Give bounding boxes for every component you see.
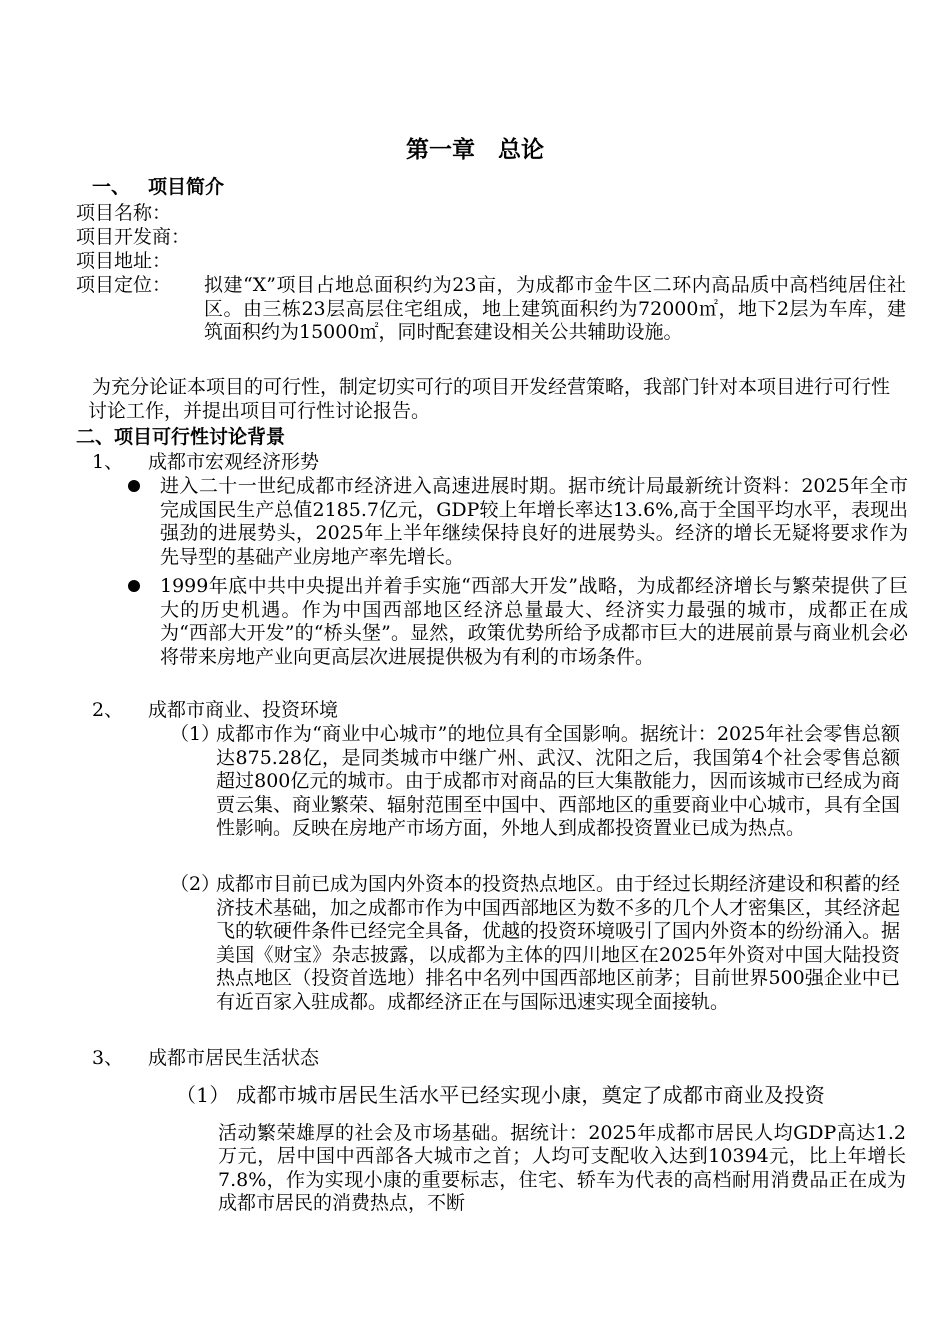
sub-point-first-line — [176, 1084, 906, 1108]
chapter-title: 第一章 总论 — [406, 136, 544, 163]
bullet-dot-icon — [128, 480, 140, 492]
sub-point-continuation: 活动繁荣雄厚的社会及市场基础。据统计：2025年成都市居民人均GDP高达1.2万元，居中国中西部各大城市之首；人均可支配收入达到10394元，比上年增长7.8%，作为实现小康的重要标志，住宅、轿车为代表的高档耐用消费品正在成为成都市居民的消费热点，不断 — [218, 1121, 906, 1214]
section-title: 项目简介 — [148, 176, 225, 198]
positioning-label: 项目定位： — [76, 274, 172, 296]
project-address-field: 项目地址： — [76, 250, 172, 272]
sub-point-label: （1） — [176, 1083, 230, 1107]
sub-point — [170, 723, 900, 841]
intro-paragraph: 为充分论证本项目的可行性，制定切实可行的项目开发经营策略，我部门针对本项目进行可行性讨论工作，并提出项目可行性讨论报告。 — [88, 376, 891, 422]
item-title: 成都市宏观经济形势 — [148, 451, 320, 473]
item-2-heading — [92, 699, 338, 723]
bullet-item — [128, 575, 908, 669]
item-number: 3、 — [92, 1047, 124, 1069]
sub-point-text: 成都市城市居民生活水平已经实现小康，奠定了成都市商业及投资 — [236, 1083, 825, 1107]
section-number: 一、 — [92, 176, 131, 198]
item-title: 成都市商业、投资环境 — [148, 699, 339, 721]
sub-point-text: 成都市作为“商业中心城市”的地位具有全国影响。据统计：2025年社会零售总额达875.28亿，是同类城市中继广州、武汉、沈阳之后，我国第4个社会零售总额超过800亿元的城市。由于成都市对商品的巨大集散能力，因而该城市已经成为商贾云集、商业繁荣、辐射范围至中国中、西部地区的重要商业中心城市，具有全国性影响。反映在房地产市场方面，外地人到成都投资置业已成为热点。 — [216, 723, 901, 839]
sub-point — [170, 873, 900, 1014]
sub-point-text: 成都市目前已成为国内外资本的投资热点地区。由于经过长期经济建设和积蓄的经济技术基础，加之成都市作为中国西部地区为数不多的几个人才密集区，其经济起飞的软硬件条件已经完全具备，优越的投资环境吸引了国内外资本的纷纷涌入。据美国《财宝》杂志披露，以成都为主体的四川地区在2025年外资对中国大陆投资热点地区（投资首选地）排名中名列中国西部地区前茅；目前世界500强企业中已有近百家入驻成都。成都经济正在与国际迅速实现全面接轨。 — [216, 873, 901, 1013]
item-1-heading — [92, 451, 319, 475]
bullet-text: 1999年底中共中央提出并着手实施“西部大开发”战略，为成都经济增长与繁荣提供了巨大的历史机遇。作为中国西部地区经济总量最大、经济实力最强的城市，成都正在成为“西部大开发”的“桥头堡”。显然，政策优势所给予成都市巨大的进展前景与商业机会必将带来房地产业向更高层次进展提供极为有利的市场条件。 — [160, 575, 908, 668]
project-name-field: 项目名称： — [76, 202, 172, 224]
project-developer-field: 项目开发商： — [76, 226, 191, 248]
item-number: 2、 — [92, 699, 124, 721]
bullet-item — [128, 475, 908, 569]
project-positioning — [76, 274, 906, 345]
section-heading-project-intro — [92, 176, 224, 200]
sub-point — [176, 1084, 906, 1216]
sub-point-label: （1） — [170, 723, 221, 745]
bullet-dot-icon — [128, 580, 140, 592]
section-heading-background: 二、项目可行性讨论背景 — [76, 426, 286, 448]
item-3-heading — [92, 1047, 319, 1071]
positioning-text: 拟建“X”项目占地总面积约为23亩，为成都市金牛区二环内高品质中高档纯居住社区。由三栋23层高层住宅组成，地上建筑面积约为72000㎡，地下2层为车库，建筑面积约为15000㎡，同时配套建设相关公共辅助设施。 — [204, 274, 906, 343]
item-number: 1、 — [92, 451, 124, 473]
item-title: 成都市居民生活状态 — [148, 1047, 320, 1069]
bullet-text: 进入二十一世纪成都市经济进入高速进展时期。据市统计局最新统计资料：2025年全市完成国民生产总值2185.7亿元，GDP较上年增长率达13.6%,高于全国平均水平，表现出强劲的进展势头，2025年上半年继续保持良好的进展势头。经济的增长无疑将要求作为先导型的基础产业房地产率先增长。 — [160, 475, 908, 568]
sub-point-label: （2） — [170, 873, 221, 895]
